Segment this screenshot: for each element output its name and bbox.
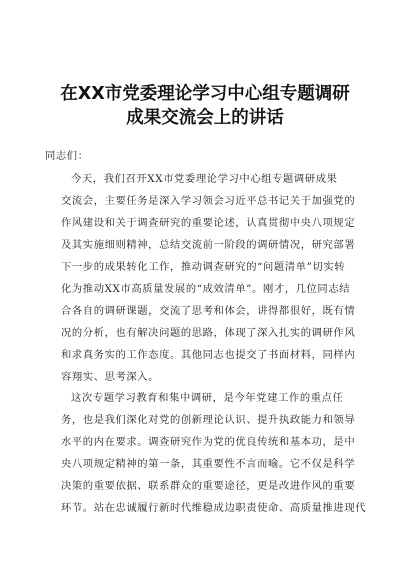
- body-line: 及其实施细则精神，总结交流前一阶段的调研情况，研究部署: [61, 239, 356, 251]
- body-line: 央八项规定精神的第一条，其重要性不言而喻。它不仅是科学: [61, 458, 356, 470]
- body-line: 合各自的调研课题，交流了思考和体会，讲得都很好，既有情: [61, 305, 356, 317]
- body-line: 交流会，主要任务是深入学习领会习近平总书记关于加强党的: [61, 195, 356, 207]
- salutation: 同志们：: [45, 150, 89, 162]
- body-line: 水平的内在要求。调查研究作为党的优良传统和基本功，是中: [61, 436, 356, 448]
- body-line: 和求真务实的工作态度。其他同志也提交了书面材料，同样内: [61, 349, 356, 361]
- body-line: 化为推动XX市高质量发展的“成效清单”。刚才，几位同志结: [61, 283, 351, 295]
- body-line: 决策的重要依据、联系群众的重要途径，更是改进作风的重要: [61, 480, 356, 492]
- body-line: 况的分析，也有解决问题的思路，体现了深入扎实的调研作风: [61, 327, 356, 339]
- document-title-line-2: 成果交流会上的讲话: [126, 108, 284, 128]
- body-line: 这次专题学习教育和集中调研，是今年党建工作的重点任: [71, 392, 344, 404]
- body-line: 环节。站在忠诚履行新时代维稳成边职责使命、高质量推进现代: [61, 502, 367, 514]
- body-line: 容翔实、思考深入。: [61, 371, 160, 383]
- body-line: 今天，我们召开XX市党委理论学习中心组专题调研成果: [71, 173, 338, 185]
- body-line: 务，也是我们深化对党的创新理论认识、提升执政能力和领导: [61, 414, 356, 426]
- body-line: 下一步的成果转化工作，推动调查研究的“问题清单”切实转: [61, 261, 346, 273]
- body-line: 作风建设和关于调查研究的重要论述，认真贯彻中央八项规定: [61, 217, 356, 229]
- document-title-line-1: 在XX市党委理论学习中心组专题调研: [60, 84, 350, 104]
